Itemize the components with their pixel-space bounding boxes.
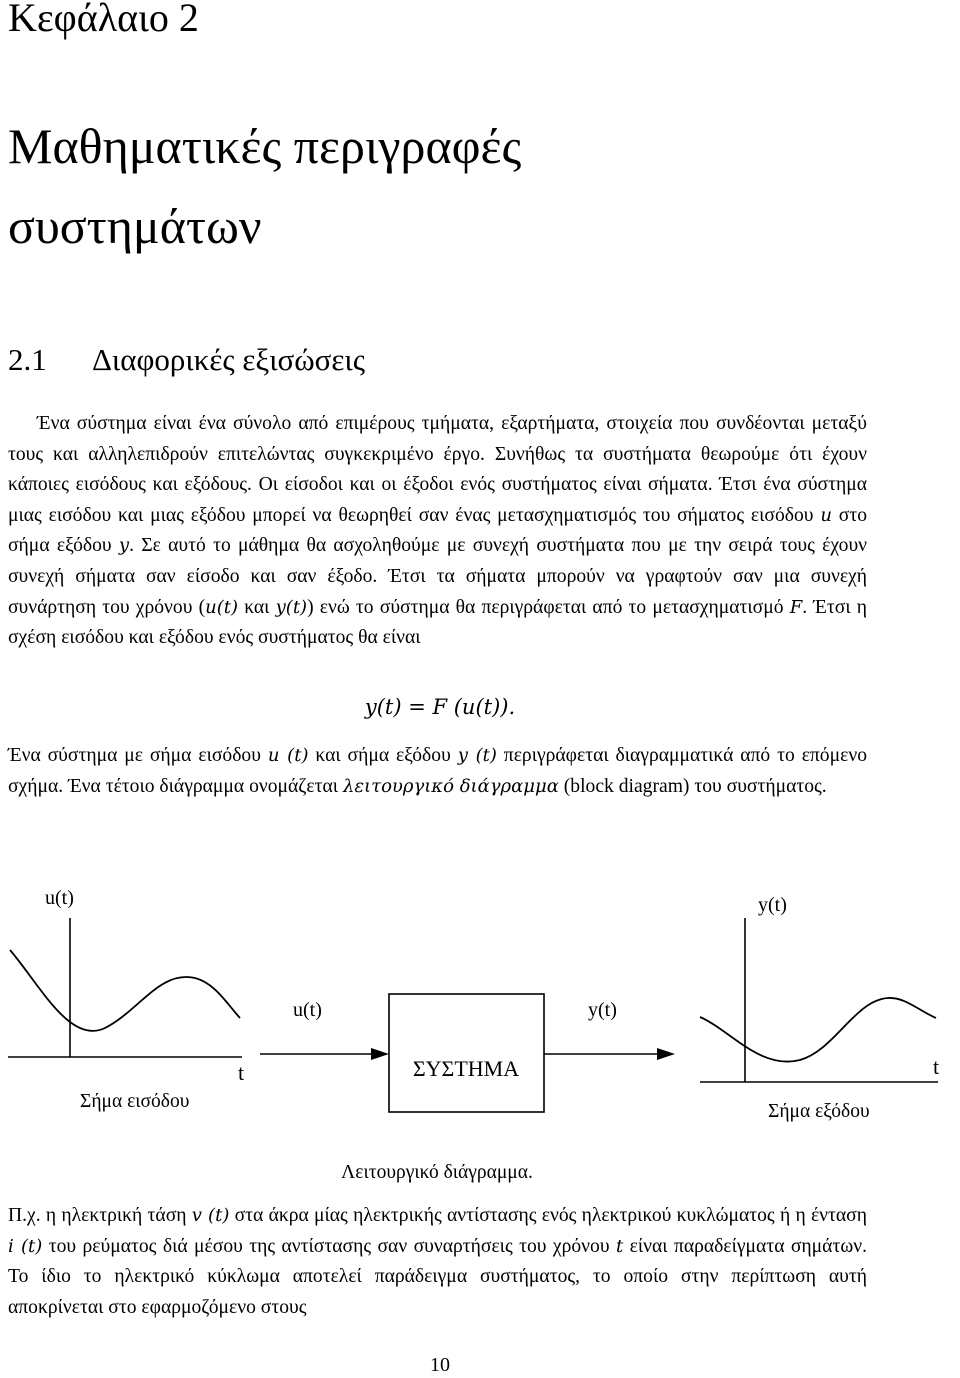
math-u: u <box>820 504 832 526</box>
output-axis-label: Σήμα εξόδου <box>768 1101 870 1122</box>
input-signal-plot <box>8 887 244 1112</box>
input-arrowhead <box>371 1048 389 1060</box>
math-v: v (t) <box>191 1205 230 1226</box>
text-run: είναι παραδείγματα σημάτων. Το ίδιο το ηλεκτρικό κύκλωμα αποτελεί παράδειγμα συστήματος, το οποίο στην περίπτωση αυτή αποκρίνεται στο εφαρμοζόμενο στους <box>8 1235 867 1318</box>
text-run: και <box>244 596 270 618</box>
text-run: ) ενώ το σύστημα θα περιγράφεται από το μετασχηματισμό <box>307 596 784 618</box>
chapter-title <box>8 106 521 266</box>
text-run: στο σήμα εξόδου <box>8 504 868 557</box>
input-axis-label: Σήμα εισόδου <box>80 1091 190 1112</box>
text-run: στα άκρα μίας ηλεκτρικής αντίστασης ενός ηλεκτρικού κυκλώματος ή η ένταση <box>234 1205 867 1226</box>
output-signal-plot <box>700 894 939 1122</box>
math-F: F <box>789 596 803 618</box>
input-signal-label: u(t) <box>45 887 74 909</box>
output-arrowhead <box>657 1048 675 1060</box>
page-number: 10 <box>430 1354 450 1376</box>
signal-flow <box>260 994 675 1112</box>
math-i: i (t) <box>8 1235 43 1257</box>
text-run: Ένα σύστημα με σήμα εισόδου <box>8 745 261 766</box>
text-run: . Έτσι η σχέση εισόδου και εξόδου ενός συστήματος θα είναι <box>8 596 868 649</box>
math-term: λειτουργικό διάγραμμα <box>342 775 559 797</box>
chapter-title-line-1: Μαθηματικές περιγραφές <box>8 118 522 174</box>
chapter-heading: Κεφάλαιο 2 <box>8 0 199 40</box>
output-time-label: t <box>933 1054 940 1079</box>
system-block-label: ΣΥΣΤΗΜΑ <box>412 1056 520 1081</box>
text-run: . Σε αυτό το μάθημα θα ασχοληθούμε με συνεχή συστήματα που με την σειρά τους έχουν συνεχή σήματα σαν είσοδο και σαν έξοδο. Έτσι τα σήματα μπορούν να γραφτούν σαν μια συνεχή συνάρτηση του χρόνου ( <box>8 535 867 618</box>
math-ut: u(t) <box>205 596 239 618</box>
text-run: (block diagram) του συστήματος. <box>563 775 827 797</box>
chapter-title-line-2: συστημάτων <box>8 198 262 254</box>
text-run: Ένα σύστημα είναι ένα σύνολο από επιμέρους τμήματα, εξαρτήματα, στοιχεία που συνδέονται μεταξύ τους και αλληλεπιδρούν επιτελώντας συγκεκριμένο έργο. Συνήθως τα συστήματα θεωρούμε ότι έχουν κάποιες εισόδους και εξόδους. Οι είσοδοι και οι έξοδοι ενός συστήματος είναι σήματα. Έτσι ένα σύστημα μιας εισόδου και μιας εξόδου μπορεί να θεωρηθεί σαν ένας μετασχηματισμός του σήματος εισόδου <box>8 413 867 526</box>
input-signal-curve <box>10 950 240 1031</box>
block-diagram <box>0 870 960 1190</box>
paragraph-system-definition <box>8 409 867 654</box>
text-run: και σήμα εξόδου <box>315 745 451 766</box>
math-y: y <box>118 535 130 557</box>
section-number: 2.1 <box>8 342 47 377</box>
paragraph-example <box>8 1201 867 1323</box>
diagram-caption: Λειτουργικό διάγραμμα. <box>341 1162 533 1183</box>
math-u: u (t) <box>267 745 309 766</box>
text-run: Π.χ. η ηλεκτρική τάση <box>8 1205 187 1226</box>
equation-io-relation: y(t) = F (u(t)). <box>364 695 516 719</box>
output-signal-label: y(t) <box>758 894 787 916</box>
math-yt: y(t) <box>275 596 308 618</box>
math-y: y (t) <box>457 745 497 766</box>
output-signal-curve <box>700 998 936 1062</box>
input-time-label: t <box>238 1060 245 1085</box>
math-t: t <box>615 1235 624 1257</box>
text-run: περιγράφεται διαγραμματικά από το επόμενο σχήμα. Ένα τέτοιο διάγραμμα ονομάζεται <box>8 745 867 797</box>
section-title: Διαφορικές εξισώσεις <box>92 342 366 377</box>
block-output-label: y(t) <box>588 999 617 1021</box>
text-run: του ρεύματος διά μέσου της αντίστασης σαν συναρτήσεις του χρόνου <box>48 1235 610 1257</box>
section-heading <box>8 342 365 378</box>
paragraph-block-diagram <box>8 741 867 802</box>
system-block <box>389 994 544 1112</box>
block-input-label: u(t) <box>293 999 322 1021</box>
